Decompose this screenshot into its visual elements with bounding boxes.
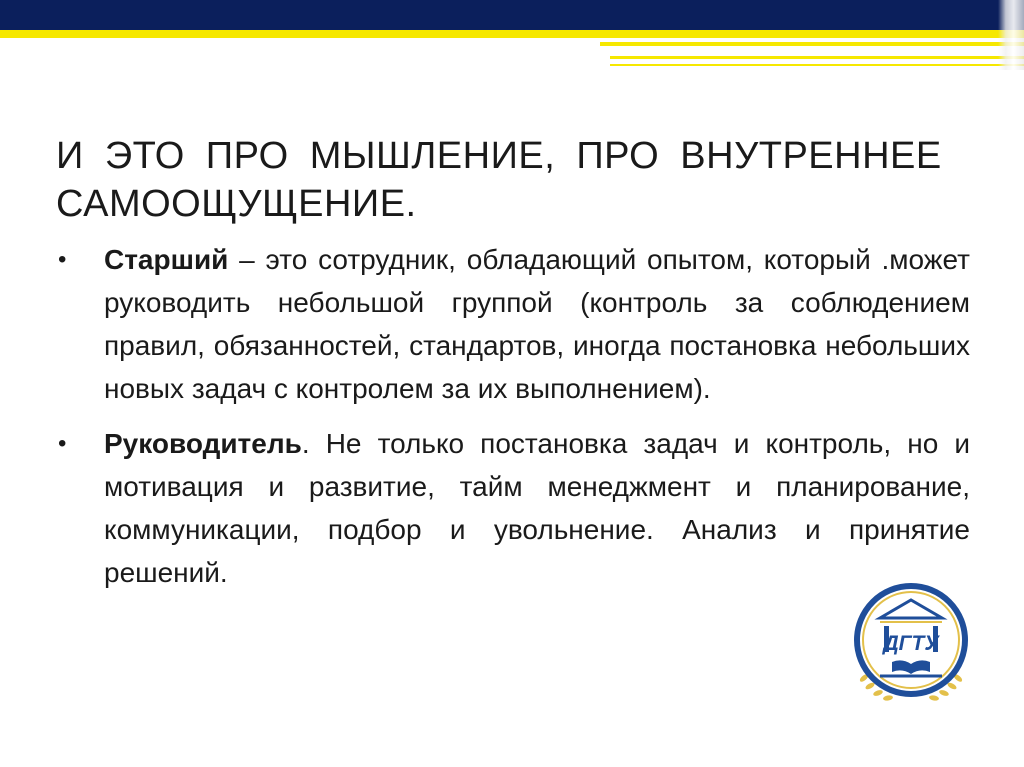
header-edge-shade xyxy=(998,0,1024,70)
bullet-term: Старший xyxy=(104,244,229,275)
header-yellow-stripe-2 xyxy=(600,42,1024,46)
bullet-text: – это сотрудник, обладающий опытом, который .может руководить небольшой группой (контроль за соблюдением правил, обязанностей, стандартов, иногда постановка небольших новых задач с контролем за их выполнением). xyxy=(104,244,970,404)
university-logo xyxy=(850,578,972,708)
header-yellow-line xyxy=(610,56,1024,59)
logo-text: ДГТУ xyxy=(883,632,939,655)
header-navy-bar xyxy=(0,0,1024,30)
bullet-list xyxy=(56,238,970,606)
bullet-dot-icon: • xyxy=(58,430,67,457)
bullet-term: Руководитель xyxy=(104,428,302,459)
bullet-item-senior xyxy=(56,238,970,410)
bullet-dot-icon: • xyxy=(58,246,67,273)
bullet-item-manager xyxy=(56,422,970,594)
header-yellow-stripe xyxy=(0,30,1024,38)
bullet-text: . Не только постановка задач и контроль, но и мотивация и развитие, тайм менеджмент и планирование, коммуникации, подбор и увольнение. Анализ и принятие решений. xyxy=(104,428,970,588)
header-yellow-line-2 xyxy=(610,64,1024,66)
slide-title: И ЭТО ПРО МЫШЛЕНИЕ, ПРО ВНУТРЕННЕЕ САМООЩУЩЕНИЕ. xyxy=(56,135,942,225)
